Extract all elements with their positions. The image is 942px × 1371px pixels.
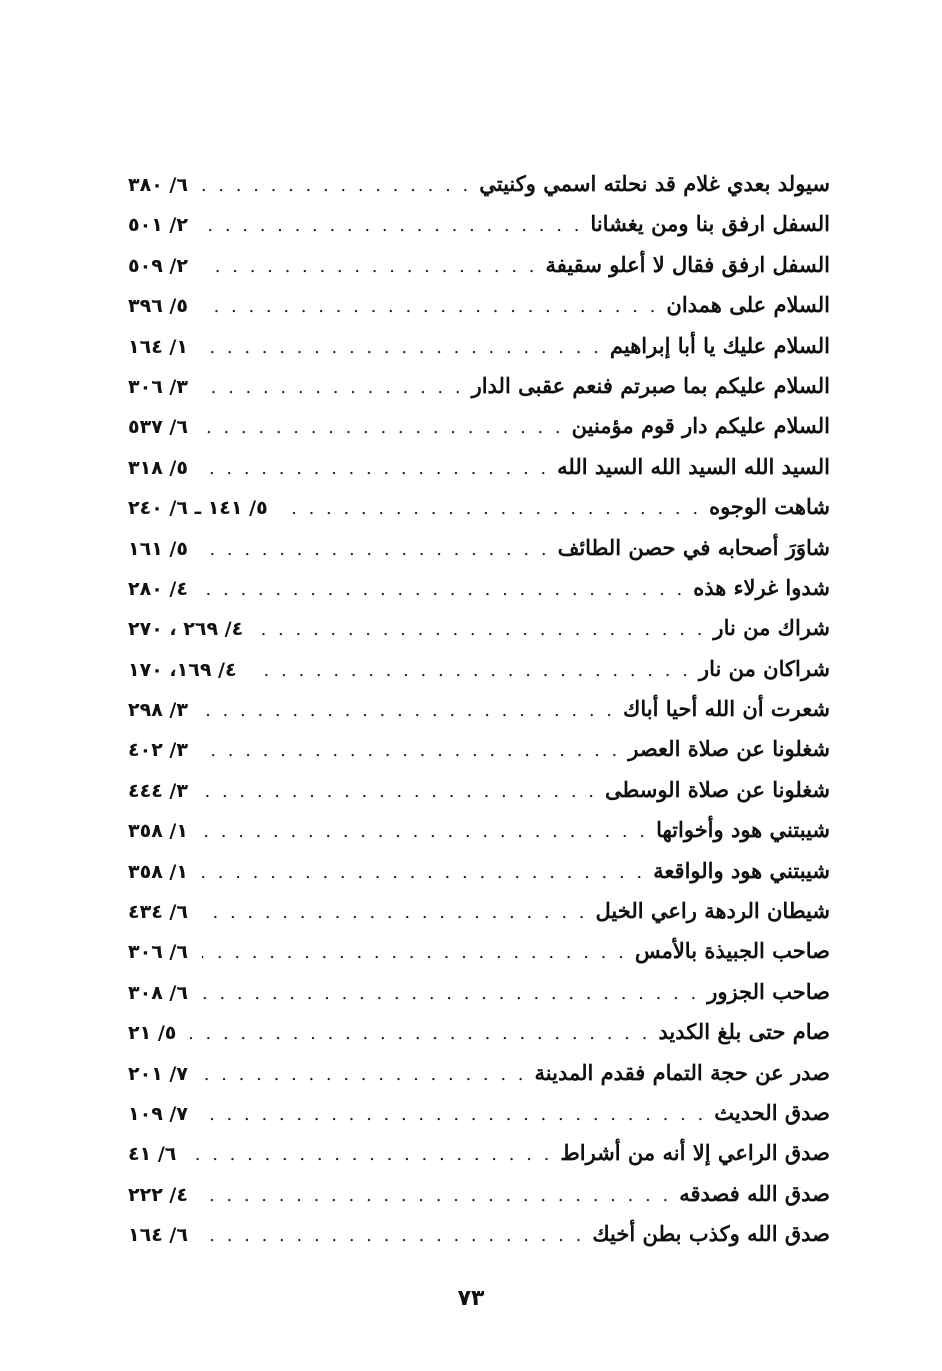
- entry-reference: ٣/ ٤٠٢: [128, 739, 188, 762]
- entry-reference: ٦/ ٤٣٤: [128, 901, 188, 924]
- index-entry: [128, 810, 830, 850]
- dot-leader: [202, 530, 550, 570]
- entry-reference: ٧/ ٢٠١: [128, 1062, 188, 1085]
- entry-phrase: صدق الله فصدقه: [679, 1180, 830, 1206]
- index-entry: [128, 164, 830, 204]
- entry-reference: ١/ ٣٥٨: [128, 860, 188, 883]
- dot-leader: [202, 893, 588, 933]
- index-entry: [128, 729, 830, 769]
- dot-leader: [202, 1095, 706, 1135]
- index-entry: [128, 487, 830, 527]
- dot-leader: [202, 287, 658, 327]
- dot-leader: [257, 610, 705, 650]
- dot-leader: [190, 1014, 650, 1054]
- entry-phrase: شعرت أن الله أحيا أباك: [623, 696, 830, 722]
- dot-leader: [251, 651, 691, 691]
- entry-phrase: شاوَرَ أصحابه في حصن الطائف: [557, 534, 830, 560]
- dot-leader: [202, 1176, 671, 1216]
- dot-leader: [202, 812, 648, 852]
- entry-reference: ٤/ ٢٢٢: [128, 1183, 188, 1206]
- index-entry: [128, 972, 830, 1012]
- entry-reference: ٥/ ١٤١ ـ ٦/ ٢٤٠: [128, 497, 268, 520]
- entry-phrase: شغلونا عن صلاة العصر: [628, 736, 830, 762]
- index-entry: [128, 1174, 830, 1214]
- entry-reference: ٢/ ٥٠٩: [128, 254, 188, 277]
- entry-reference: ٥/ ١٦١: [128, 537, 188, 560]
- dot-leader: [202, 1055, 527, 1095]
- dot-leader: [202, 206, 582, 246]
- entry-reference: ٥/ ٣١٨: [128, 456, 188, 479]
- dot-leader: [202, 772, 597, 812]
- entry-phrase: صدق الله وكذب بطن أخيك: [592, 1221, 830, 1247]
- entry-reference: ٧/ ١٠٩: [128, 1102, 188, 1125]
- index-entry: [128, 1053, 830, 1093]
- entry-reference: ٦/ ٣٠٦: [128, 941, 188, 964]
- index-entry: [128, 1133, 830, 1173]
- index-entry: [128, 608, 830, 648]
- entry-reference: ٦/ ٣٨٠: [128, 174, 188, 196]
- entry-reference: ١/ ١٦٤: [128, 335, 188, 358]
- entry-reference: ٣/ ٣٠٦: [128, 375, 188, 398]
- entry-reference: ٦/ ٤١: [128, 1143, 177, 1166]
- entry-reference: ٤/ ١٦٩، ١٧٠: [128, 658, 237, 681]
- index-entry: [128, 326, 830, 366]
- index-entry: [128, 1012, 830, 1052]
- dot-leader: [282, 489, 701, 529]
- entry-reference: ٣/ ٢٩٨: [128, 699, 188, 722]
- index-entry: [128, 1093, 830, 1133]
- entry-phrase: صاحب الجزور: [707, 978, 830, 1004]
- entry-phrase: شغلونا عن صلاة الوسطى: [605, 776, 830, 802]
- entry-reference: ٦/ ٣٠٨: [128, 981, 188, 1004]
- index-entry: [128, 528, 830, 568]
- dot-leader: [202, 731, 620, 771]
- entry-phrase: شاهت الوجوه: [709, 494, 830, 520]
- index-entry: [128, 891, 830, 931]
- page-number: ٧٣: [457, 1286, 485, 1311]
- entry-reference: ٢/ ٥٠١: [128, 214, 188, 237]
- entry-phrase: السلام عليكم بما صبرتم فنعم عقبى الدار: [471, 372, 830, 398]
- entry-phrase: شراكان من نار: [698, 655, 830, 681]
- index-entry: [128, 245, 830, 285]
- entry-reference: ١/ ٣٥٨: [128, 820, 188, 843]
- dot-leader: [202, 408, 564, 448]
- dot-leader: [202, 328, 602, 368]
- entry-phrase: شيطان الردهة راعي الخيل: [595, 898, 830, 924]
- dot-leader: [202, 691, 615, 731]
- dot-leader: [202, 247, 538, 287]
- index-entry: [128, 285, 830, 325]
- entry-phrase: السلام عليكم دار قوم مؤمنين: [571, 413, 830, 439]
- entry-phrase: صدق الراعي إلا أنه من أشراط: [560, 1140, 830, 1166]
- entry-reference: ٦/ ٥٣٧: [128, 416, 188, 439]
- dot-leader: [202, 933, 627, 973]
- entry-reference: ٣/ ٤٤٤: [128, 779, 188, 802]
- entry-phrase: شيبتني هود والواقعة: [653, 857, 830, 883]
- entry-reference: ٥/ ٢١: [128, 1022, 177, 1045]
- entry-phrase: شراك من نار: [713, 615, 830, 641]
- index-entry: [128, 1214, 830, 1254]
- entry-phrase: شيبتني هود وأخواتها: [656, 817, 830, 843]
- index-entry: [128, 204, 830, 244]
- entry-reference: ٥/ ٣٩٦: [128, 295, 188, 318]
- index-entry: [128, 447, 830, 487]
- entry-phrase: شدوا غرلاء هذه: [693, 574, 830, 600]
- dot-leader: [202, 974, 699, 1014]
- index-entry: [128, 366, 830, 406]
- entry-phrase: السلام عليك يا أبا إبراهيم: [609, 332, 830, 358]
- dot-leader: [202, 1216, 584, 1256]
- entry-phrase: سيولد بعدي غلام قد نحلته اسمي وكنيتي: [479, 171, 830, 196]
- entry-phrase: صام حتى بلغ الكديد: [658, 1019, 830, 1045]
- index-entry: [128, 406, 830, 446]
- dot-leader: [190, 1135, 552, 1175]
- entry-phrase: صدر عن حجة التمام فقدم المدينة: [534, 1059, 830, 1085]
- index-entry: [128, 568, 830, 608]
- index-entry: [128, 851, 830, 891]
- entry-phrase: السفل ارفق بنا ومن يغشانا: [590, 211, 830, 237]
- entry-phrase: صدق الحديث: [714, 1099, 830, 1125]
- hadith-index-list: [128, 164, 830, 1255]
- index-entry: [128, 931, 830, 971]
- entry-phrase: السلام على همدان: [666, 292, 830, 318]
- entry-phrase: السفل ارفق فقال لا أعلو سقيفة: [545, 251, 830, 277]
- entry-phrase: صاحب الجبيذة بالأمس: [634, 938, 830, 964]
- entry-reference: ٤/ ٢٨٠: [128, 577, 188, 600]
- entry-phrase: السيد الله السيد الله السيد الله: [557, 453, 830, 479]
- index-entry: [128, 770, 830, 810]
- index-entry: [128, 649, 830, 689]
- index-entry: [128, 689, 830, 729]
- dot-leader: [202, 449, 549, 489]
- dot-leader: [202, 570, 685, 610]
- entry-reference: ٤/ ٢٦٩ ، ٢٧٠: [128, 618, 244, 641]
- dot-leader: [202, 853, 645, 893]
- dot-leader: [202, 368, 464, 408]
- dot-leader: [202, 166, 471, 206]
- entry-reference: ٦/ ١٦٤: [128, 1224, 188, 1247]
